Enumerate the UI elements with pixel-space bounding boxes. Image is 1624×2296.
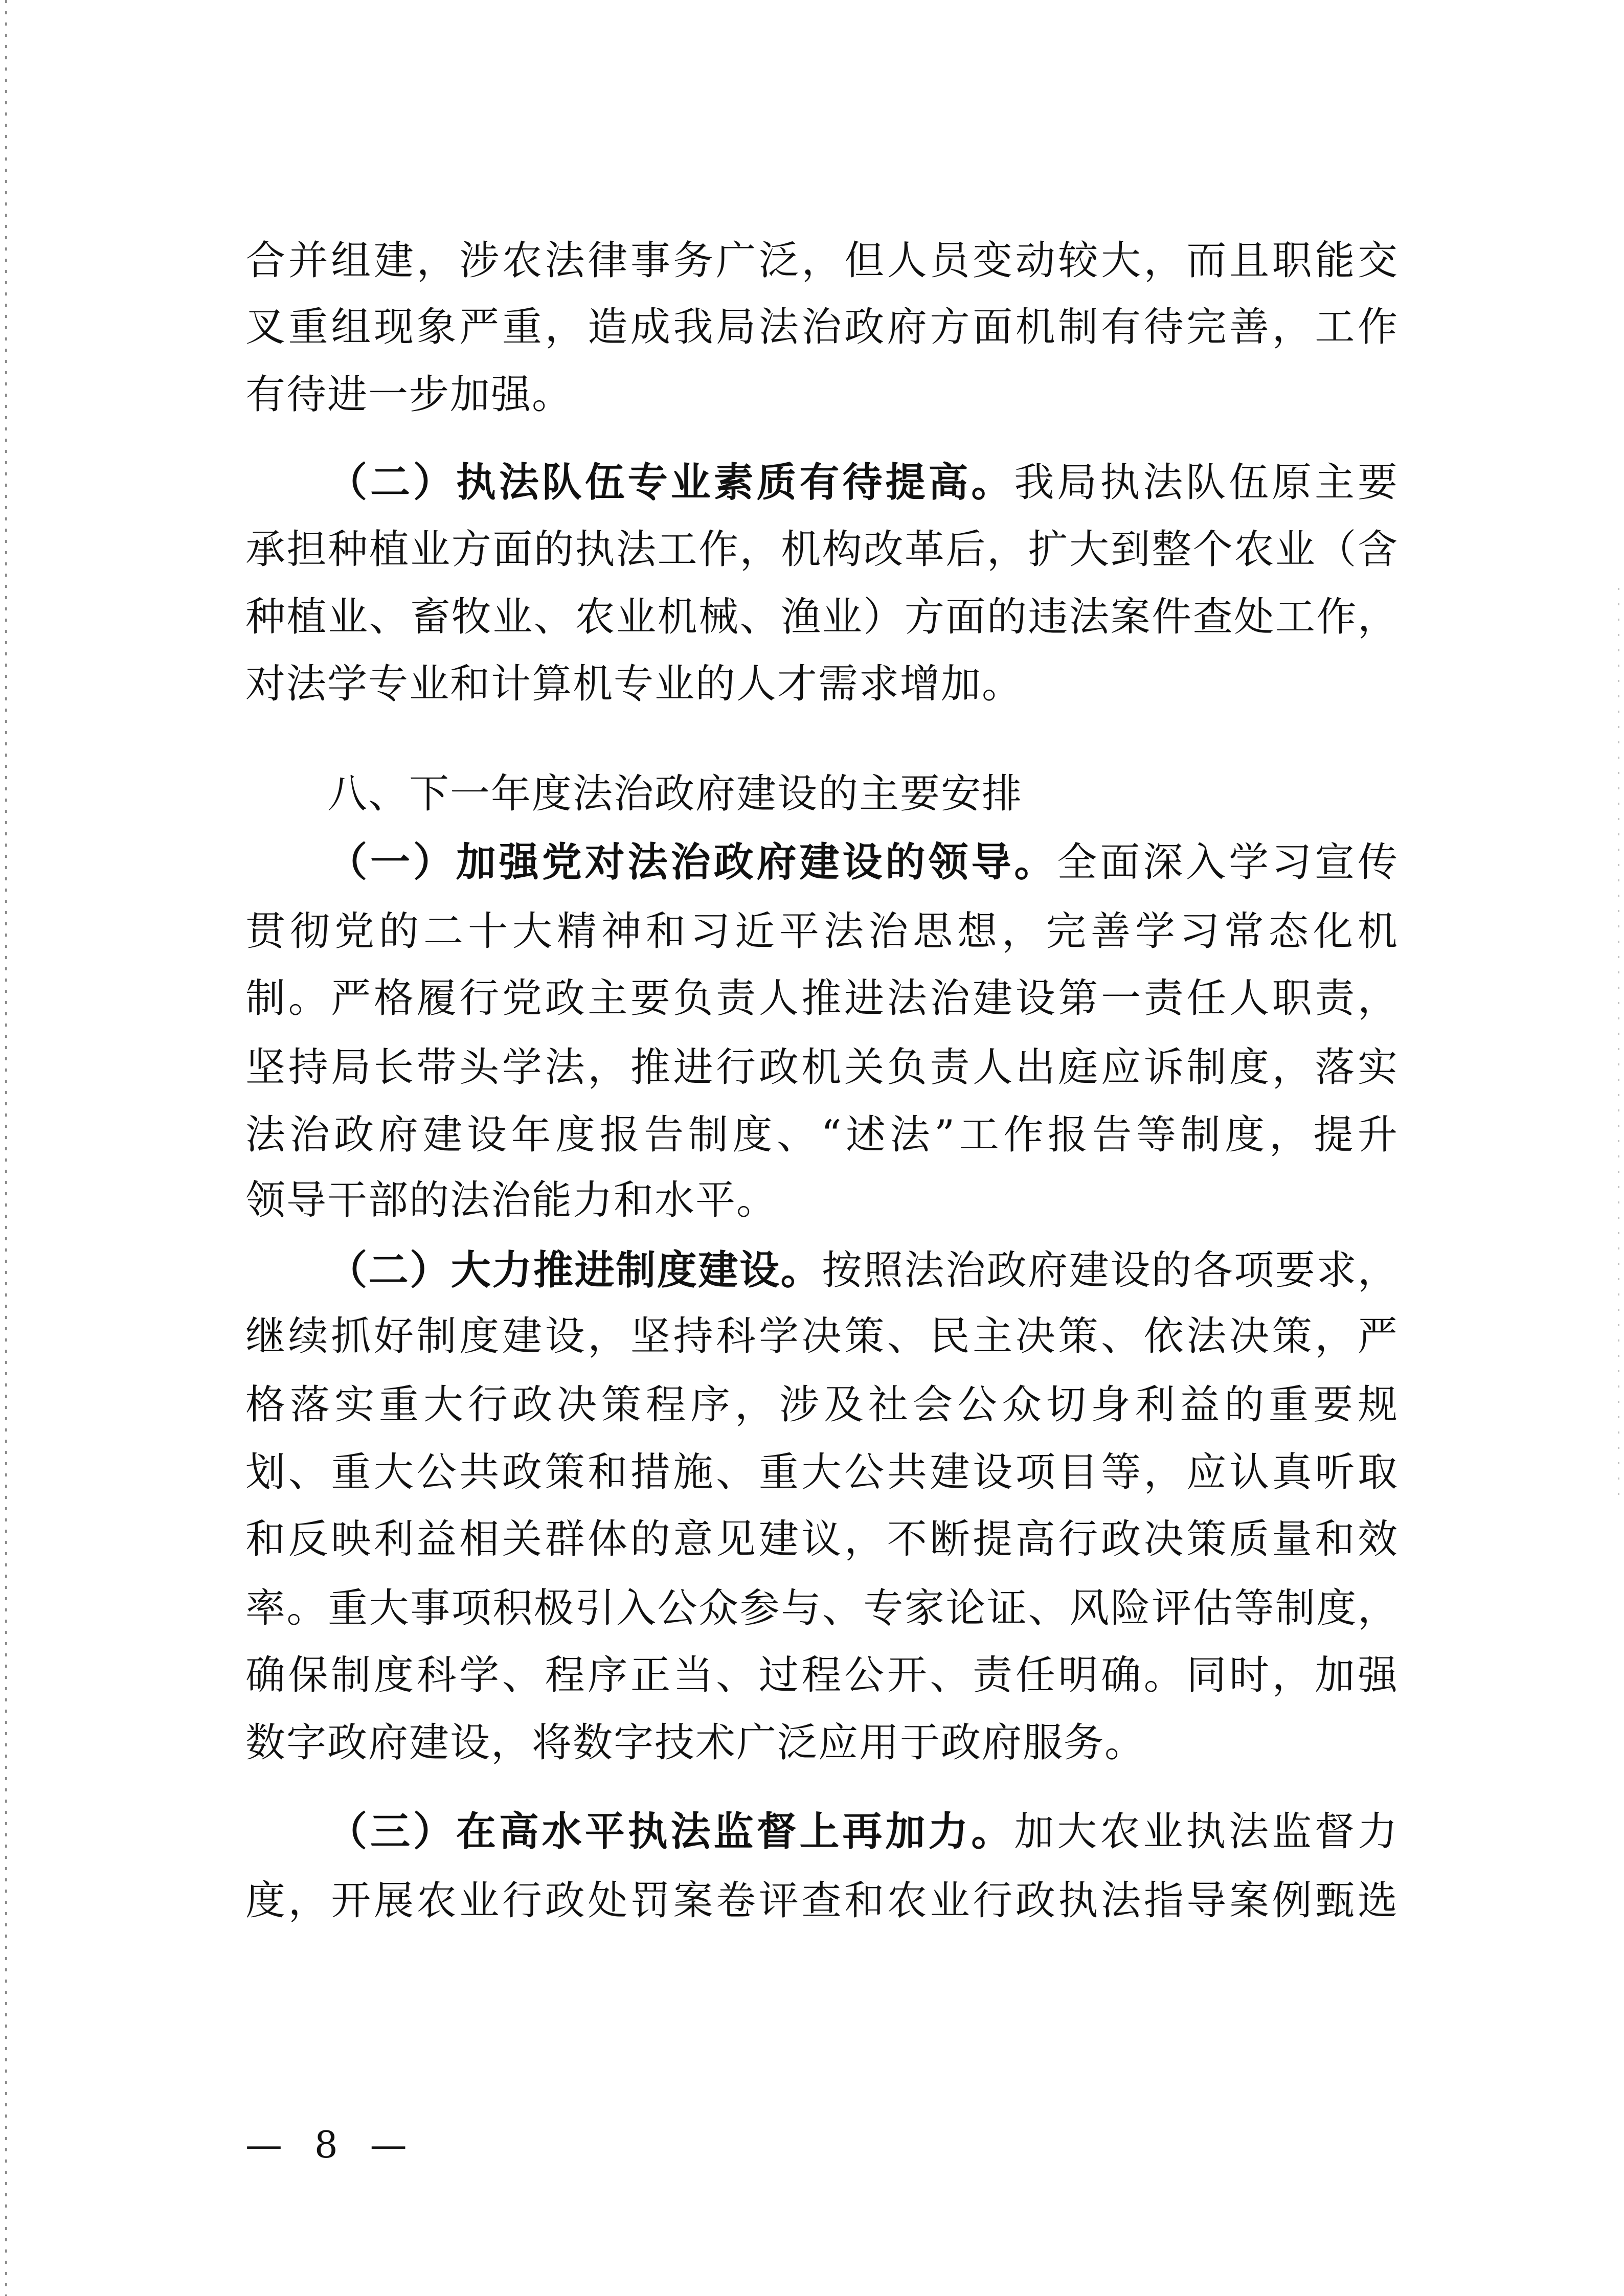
paragraph-text: 按照法治政府建设的各项要求， bbox=[822, 1247, 1399, 1293]
paragraph-line: 度，开展农业行政处罚案卷评查和农业行政执法指导案例甄选 bbox=[245, 1878, 1399, 1924]
paragraph-first-line bbox=[327, 1242, 1399, 1299]
page-number: — 8 — bbox=[245, 2123, 417, 2166]
paragraph-line: 继续抓好制度建设，坚持科学决策、民主决策、依法决策，严 bbox=[245, 1313, 1399, 1359]
paragraph-line: 法治政府建设年度报告制度、“述法”工作报告等制度，提升 bbox=[245, 1112, 1399, 1158]
paragraph-first-line bbox=[327, 1804, 1399, 1860]
scan-binding-edge bbox=[5, 0, 7, 2296]
paragraph-line: 承担种植业方面的执法工作，机构改革后，扩大到整个农业（含 bbox=[245, 527, 1399, 573]
paragraph-line: 合并组建，涉农法律事务广泛，但人员变动较大，而且职能交 bbox=[245, 238, 1399, 284]
paragraph-line: 叉重组现象严重，造成我局法治政府方面机制有待完善，工作 bbox=[245, 304, 1399, 350]
section-lead-bold: （一）加强党对法治政府建设的领导。 bbox=[327, 839, 1057, 885]
paragraph-line: 领导干部的法治能力和水平。 bbox=[245, 1177, 778, 1223]
section-heading: 八、下一年度法治政府建设的主要安排 bbox=[327, 771, 1023, 817]
scan-right-edge bbox=[1618, 588, 1619, 1508]
paragraph-text: 我局执法队伍原主要 bbox=[1014, 460, 1399, 506]
paragraph-first-line bbox=[327, 454, 1399, 511]
paragraph-line: 贯彻党的二十大精神和习近平法治思想，完善学习常态化机 bbox=[245, 908, 1399, 954]
section-lead-bold: （二）执法队伍专业素质有待提高。 bbox=[327, 459, 1014, 506]
section-lead-bold: （二）大力推进制度建设。 bbox=[327, 1247, 822, 1293]
paragraph-line: 格落实重大行政决策程序，涉及社会公众切身利益的重要规 bbox=[245, 1382, 1399, 1428]
paragraph-line: 数字政府建设，将数字技术广泛应用于政府服务。 bbox=[245, 1720, 1146, 1766]
paragraph-text: 全面深入学习宣传 bbox=[1057, 839, 1399, 885]
paragraph-line: 制。严格履行党政主要负责人推进法治建设第一责任人职责， bbox=[245, 975, 1399, 1021]
paragraph-line: 坚持局长带头学法，推进行政机关负责人出庭应诉制度，落实 bbox=[245, 1044, 1399, 1090]
paragraph-text: 加大农业执法监督力 bbox=[1014, 1809, 1399, 1855]
paragraph-line: 和反映利益相关群体的意见建议，不断提高行政决策质量和效 bbox=[245, 1516, 1399, 1562]
paragraph-line: 确保制度科学、程序正当、过程公开、责任明确。同时，加强 bbox=[245, 1652, 1399, 1698]
paragraph-line: 种植业、畜牧业、农业机械、渔业）方面的违法案件查处工作， bbox=[245, 594, 1399, 640]
section-lead-bold: （三）在高水平执法监督上再加力。 bbox=[327, 1808, 1014, 1855]
paragraph-line: 划、重大公共政策和措施、重大公共建设项目等，应认真听取 bbox=[245, 1449, 1399, 1495]
paragraph-line: 对法学专业和计算机专业的人才需求增加。 bbox=[245, 661, 1023, 707]
paragraph-first-line bbox=[327, 834, 1399, 891]
paragraph-line: 有待进一步加强。 bbox=[245, 372, 573, 418]
paragraph-line: 率。重大事项积极引入公众参与、专家论证、风险评估等制度， bbox=[245, 1585, 1399, 1631]
